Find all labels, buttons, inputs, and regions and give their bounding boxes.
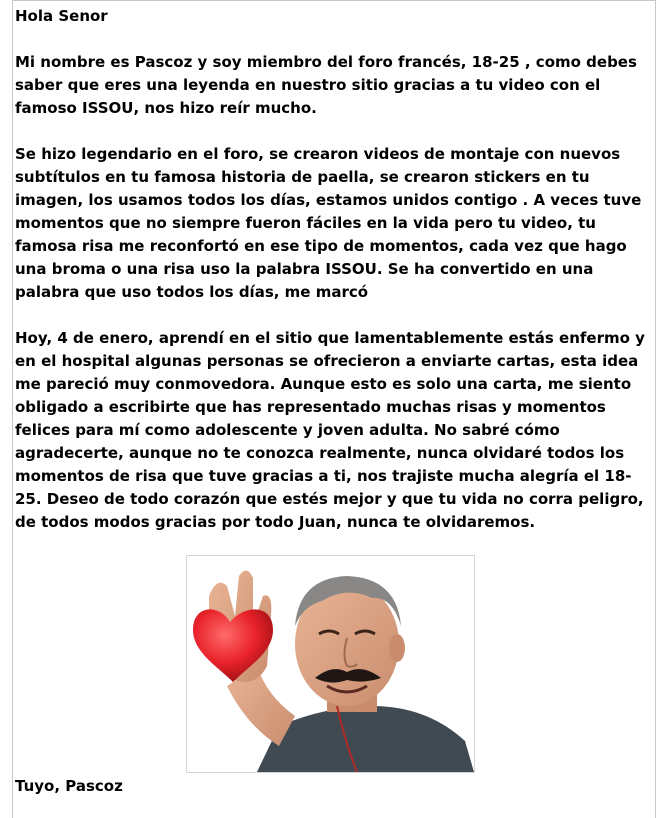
paragraph-2: Se hizo legendario en el foro, se crearon videos de montaje con nuevos subtítulos en tu famosa historia de paella, se crearon stickers en tu imagen, los usamos todos los días, estamos unidos contigo . A veces tuve momentos que no siempre fueron fáciles en la vida pero tu video, tu famosa risa me reconfortó en ese tipo de momentos, cada vez que hago una broma o una risa uso la palabra ISSOU. Se ha convertido en una palabra que uso todos los días, me marcó: [15, 145, 642, 301]
greeting: Hola Senor: [15, 7, 108, 25]
man-with-heart-photo: [186, 555, 475, 773]
letter-page: [12, 0, 656, 818]
signoff: Tuyo, Pascoz: [15, 777, 123, 795]
letter-body: [15, 5, 655, 557]
paragraph-3: Hoy, 4 de enero, aprendí en el sitio que lamentablemente estás enfermo y en el hospital algunas personas se ofrecieron a enviarte cartas, esta idea me pareció muy conmovedora. Aunque esto es solo una carta, me siento obligado a escribirte que has representado muchas risas y momentos felices para mí como adolescente y joven adulta. No sabré cómo agradecerte, aunque no te conozca realmente, nunca olvidaré todos los momentos de risa que tuve gracias a ti, nos trajiste mucha alegría el 18-25. Deseo de todo corazón que estés mejor y que tu vida no corra peligro, de todos modos gracias por todo Juan, nunca te olvidaremos.: [15, 329, 645, 531]
paragraph-1: Mi nombre es Pascoz y soy miembro del foro francés, 18-25 , como debes saber que eres una leyenda en nuestro sitio gracias a tu video con el famoso ISSOU, nos hizo reír mucho.: [15, 53, 637, 117]
